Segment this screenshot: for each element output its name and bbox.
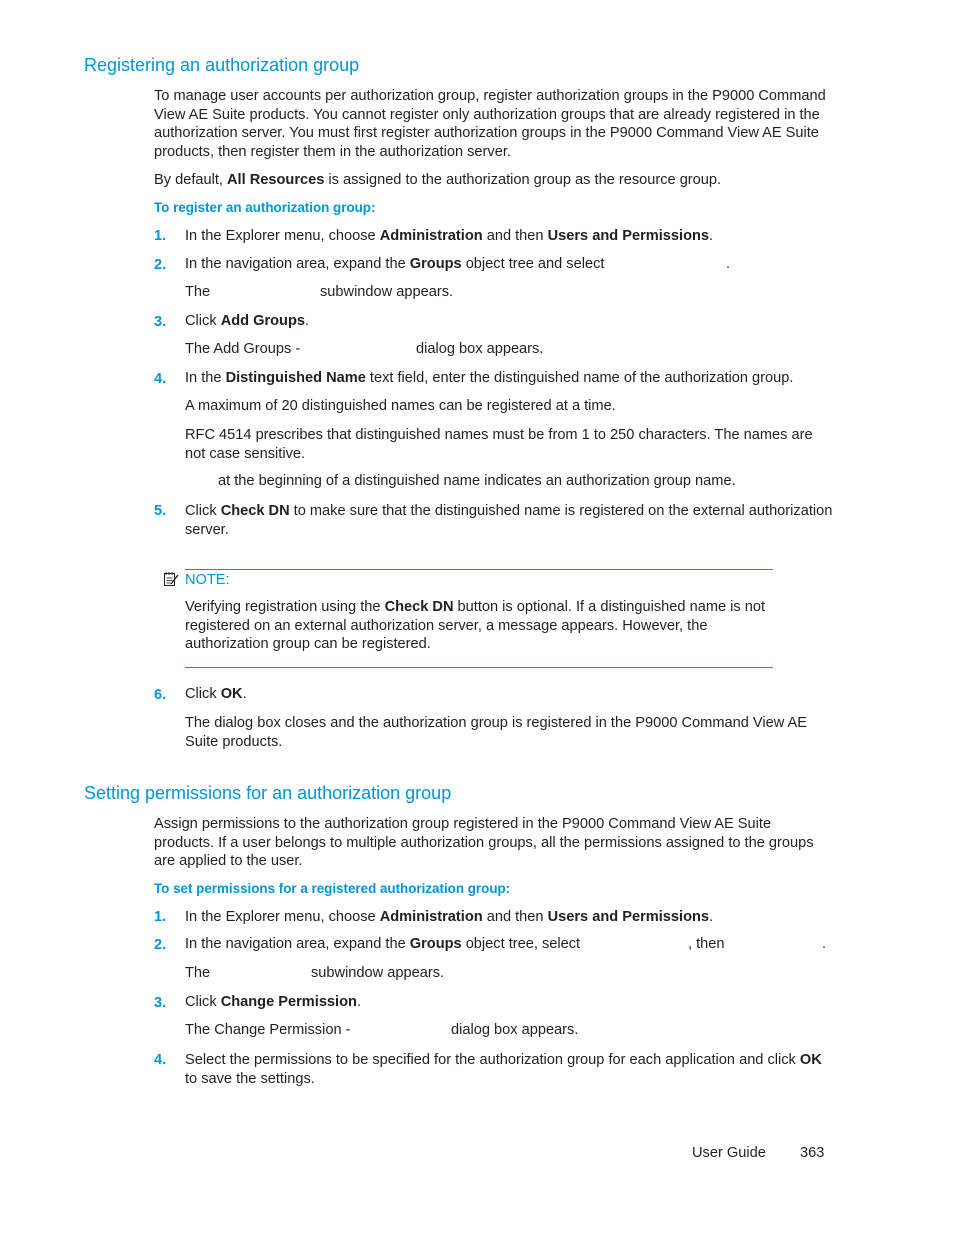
section-heading-register: Registering an authorization group [84,55,360,75]
step-note: at the beginning of a distinguished name indicates an authorization group name. [218,473,736,489]
intro-paragraph: To manage user accounts per authorization group, register authorization groups in the P9000 Command View AE Suite products. You cannot register only authorization groups that are already registered in the authorization server. You must first register authorization groups in the P9000 Command View AE Suite products, then register them in the authorization server. [154,88,826,160]
note-label: NOTE: [185,572,230,588]
step-number: 1. [154,909,167,925]
step-result: subwindow appears. [311,965,445,981]
note-top-rule [185,569,773,570]
step-text: Click OK. [185,686,247,702]
step-result: The [185,965,211,981]
step-text: Click Check DN to make sure that the distinguished name is registered on the external authorization server. [185,503,833,538]
page-number: 363 [800,1145,825,1161]
step-number: 1. [154,228,167,244]
step-text: In the navigation area, expand the Groups object tree, select [185,936,581,952]
step-result: dialog box appears. [451,1022,579,1038]
step-text: Select the permissions to be specified for the authorization group for each application and click OK to save the settings. [185,1052,822,1087]
step-number: 2. [154,937,167,953]
step-number: 2. [154,257,167,273]
step-text: In the Distinguished Name text field, enter the distinguished name of the authorization group. [185,370,794,386]
step-result: The [185,284,211,300]
footer-label: User Guide [692,1145,766,1161]
step-result: dialog box appears. [416,341,544,357]
step-result: subwindow appears. [320,284,454,300]
step-note: A maximum of 20 distinguished names can be registered at a time. [185,398,616,414]
step-text-end: . [822,936,827,952]
step-text: Click Add Groups. [185,313,310,329]
section-heading-permissions: Setting permissions for an authorization group [84,783,452,803]
note-text: Verifying registration using the Check DN button is optional. If a distinguished name is not registered on an external authorization server, a message appears. However, the authorization group can be registered. [185,599,766,653]
step-number: 3. [154,314,167,330]
default-resource-paragraph: By default, All Resources is assigned to the authorization group as the resource group. [154,172,722,188]
procedure-title: To set permissions for a registered authorization group: [154,881,511,896]
step-result: The Add Groups - [185,341,301,357]
step-text: In the navigation area, expand the Groups object tree and select [185,256,605,272]
procedure-title: To register an authorization group: [154,200,376,215]
step-number: 6. [154,687,167,703]
step-number: 5. [154,503,167,519]
step-result: The Change Permission - [185,1022,351,1038]
step-text-mid: , then [688,936,725,952]
note-bottom-rule [185,667,773,668]
step-number: 3. [154,995,167,1011]
intro-paragraph: Assign permissions to the authorization group registered in the P9000 Command View AE Suite products. If a user belongs to multiple authorization groups, all the permissions assigned to the groups are applied to the user. [154,816,814,870]
step-number: 4. [154,1052,167,1068]
step-result: The dialog box closes and the authorization group is registered in the P9000 Command View AE Suite products. [185,715,807,750]
note-pad-icon [163,571,179,587]
step-text: In the Explorer menu, choose Administration and then Users and Permissions. [185,909,714,925]
step-text-end: . [726,256,731,272]
step-number: 4. [154,371,167,387]
step-text: In the Explorer menu, choose Administration and then Users and Permissions. [185,228,714,244]
step-text: Click Change Permission. [185,994,361,1010]
step-note: RFC 4514 prescribes that distinguished names must be from 1 to 250 characters. The names are not case sensitive. [185,427,813,462]
